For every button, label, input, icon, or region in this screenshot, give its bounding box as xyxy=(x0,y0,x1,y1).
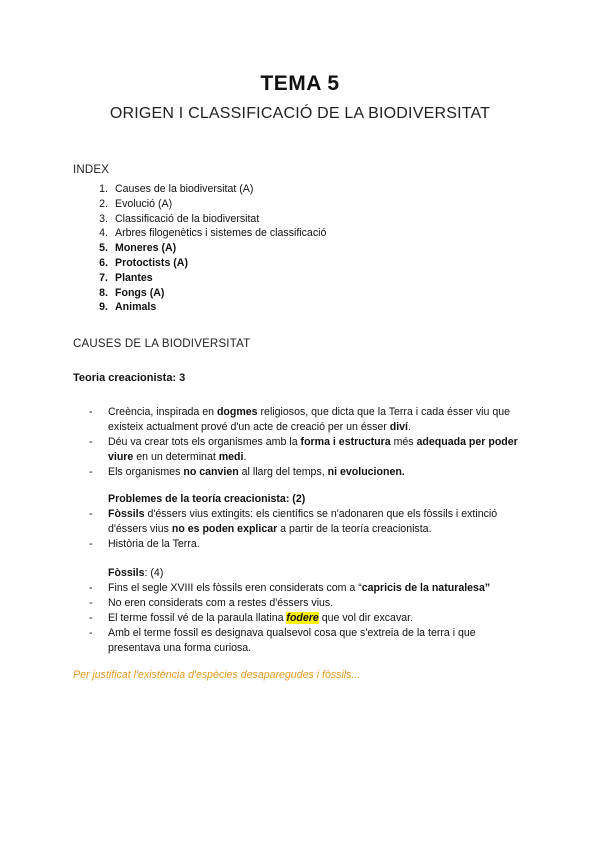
problems-title: Problemes de la teoría creacionista: (2) xyxy=(108,493,306,505)
index-list xyxy=(73,182,326,315)
list-item: - Els organismes no canvien al llarg del temps, ni evolucionen. xyxy=(89,465,405,478)
list-item: 1. Causes de la biodiversitat (A) xyxy=(99,183,254,195)
problems-block xyxy=(89,492,529,552)
list-item: 3. Classificació de la biodiversitat xyxy=(99,212,260,225)
list-item: - Fòssils d'éssers vius extingits: els científics se n'adonaren que els fòssils i extinció d'éssers vius no es poden explicar a partir de la teoría creacionista. xyxy=(89,507,498,535)
creationist-theory-title: Teoria creacionista: 3 xyxy=(73,372,186,384)
list-item: 4. Arbres filogenètics i sistemes de classificació xyxy=(99,227,327,240)
list-item: 9. Animals xyxy=(99,301,157,314)
list-item: 5. Moneres (A) xyxy=(99,242,177,255)
list-item: - Déu va crear tots els organismes amb la forma i estructura més adequada per poder viure en un determinat medi. xyxy=(89,435,518,463)
list-item: - El terme fossil vé de la paraula llatina fodere que vol dir excavar. xyxy=(89,611,414,624)
causes-heading: CAUSES DE LA BIODIVERSITAT xyxy=(73,338,251,350)
fossils-title: Fòssils: (4) xyxy=(108,567,164,579)
list-item: - Fins el segle XVIII els fòssils eren considerats com a “capricis de la naturalesa” xyxy=(89,581,491,594)
list-item: 8. Fongs (A) xyxy=(99,286,165,299)
list-item: 2. Evolució (A) xyxy=(99,197,173,210)
page-subtitle: ORIGEN I CLASSIFICACIÓ DE LA BIODIVERSITAT xyxy=(109,105,491,122)
list-item: - Amb el terme fossil es designava qualsevol cosa que s'extreia de la terra i que presentava una forma curiosa. xyxy=(89,626,476,654)
fossils-block xyxy=(89,566,529,655)
list-item: 7. Plantes xyxy=(99,271,153,284)
list-item: - No eren considerats com a restes d'éssers vius. xyxy=(89,596,334,609)
index-heading: INDEX xyxy=(73,164,110,176)
list-item: 6. Protoctists (A) xyxy=(99,256,188,269)
closing-note: Per justificat l'existència d'espècies desaparegudes i fòssils... xyxy=(73,669,361,681)
creationism-bullets xyxy=(89,405,529,480)
list-item: - Creència, inspirada en dogmes religiosos, que dicta que la Terra i cada ésser viu que existeix actualment prové d'un acte de creació per un ésser diví. xyxy=(89,406,511,433)
list-item: - Història de la Terra. xyxy=(89,537,200,550)
highlighted-word: fodere xyxy=(286,611,319,624)
page-title: TEMA 5 xyxy=(260,72,340,95)
